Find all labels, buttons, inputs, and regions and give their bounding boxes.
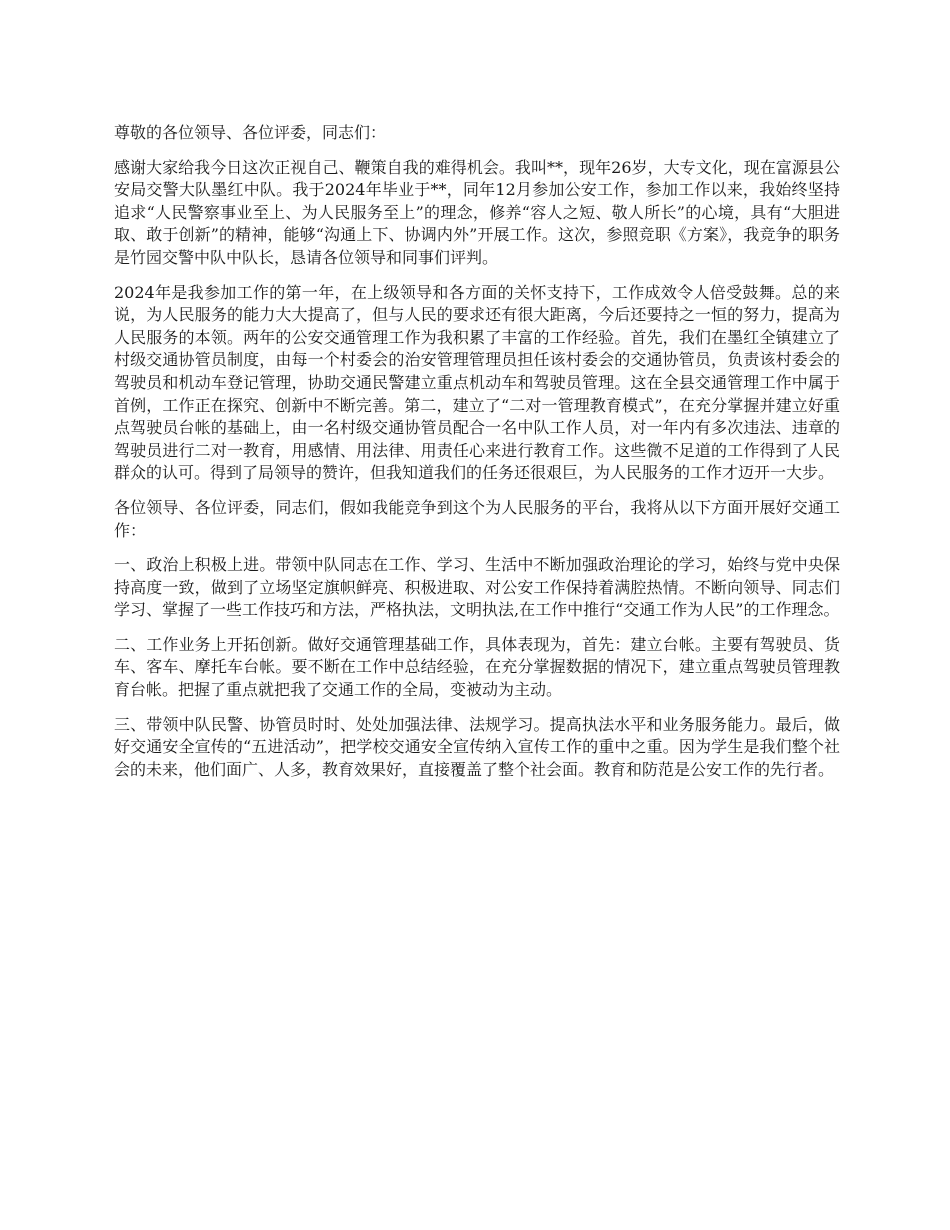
paragraph-plan-legal: 三、带领中队民警、协管员时时、处处加强法律、法规学习。提高执法水平和业务服务能力。最后，做好交通安全宣传的“五进活动”，把学校交通安全宣传纳入宣传工作的重中之重。因为学生是我们整个社会的未来，他们面广、人多，教育效果好，直接覆盖了整个社会面。教育和防范是公安工作的先行者。 <box>114 714 840 779</box>
paragraph-introduction: 感谢大家给我今日这次正视自己、鞭策自我的难得机会。我叫**，现年26岁，大专文化，现在富源县公安局交警大队墨红中队。我于2024年毕业于**，同年12月参加公安工作，参加工作以来，我始终坚持追求“人民警察事业至上、为人民服务至上”的理念，修养“容人之短、敬人所长”的心境，具有“大胆进取、敢于创新”的精神，能够“沟通上下、协调内外”开展工作。这次，参照竞职《方案》，我竞争的职务是竹园交警中队中队长，恳请各位领导和同事们评判。 <box>114 157 840 267</box>
paragraph-plan-business: 二、工作业务上开拓创新。做好交通管理基础工作，具体表现为，首先：建立台帐。主要有驾驶员、货车、客车、摩托车台帐。要不断在工作中总结经验，在充分掌握数据的情况下，建立重点驾驶员管理教育台帐。把握了重点就把我了交通工作的全局，变被动为主动。 <box>114 634 840 700</box>
document-body <box>114 122 840 793</box>
paragraph-plan-intro: 各位领导、各位评委，同志们，假如我能竞争到这个为人民服务的平台，我将从以下方面开展好交通工作： <box>114 497 840 540</box>
paragraph-work-review: 2024年是我参加工作的第一年，在上级领导和各方面的关怀支持下，工作成效令人倍受鼓舞。总的来说，为人民服务的能力大大提高了，但与人民的要求还有很大距离，今后还要持之一恒的努力，提高为人民服务的本领。两年的公安交通管理工作为我积累了丰富的工作经验。首先，我们在墨红全镇建立了村级交通协管员制度，由每一个村委会的治安管理管理员担任该村委会的交通协管员，负责该村委会的驾驶员和机动车登记管理，协助交通民警建立重点机动车和驾驶员管理。这在全县交通管理工作中属于首例，工作正在探究、创新中不断完善。第二，建立了“二对一管理教育模式”，在充分掌握并建立好重点驾驶员台帐的基础上，由一名村级交通协管员配合一名中队工作人员，对一年内有多次违法、违章的驾驶员进行二对一教育，用感情、用法律、用责任心来进行教育工作。这些微不足道的工作得到了人民群众的认可。得到了局领导的赞许，但我知道我们的任务还很艰巨，为人民服务的工作才迈开一大步。 <box>114 282 840 483</box>
salutation: 尊敬的各位领导、各位评委，同志们： <box>114 123 387 142</box>
paragraph-plan-political: 一、政治上积极上进。带领中队同志在工作、学习、生活中不断加强政治理论的学习，始终与党中央保持高度一致，做到了立场坚定旗帜鲜亮、积极进取、对公安工作保持着满腔热情。不断向领导、同志们学习、掌握了一些工作技巧和方法，严格执法，文明执法,在工作中推行“交通工作为人民”的工作理念。 <box>114 555 840 620</box>
